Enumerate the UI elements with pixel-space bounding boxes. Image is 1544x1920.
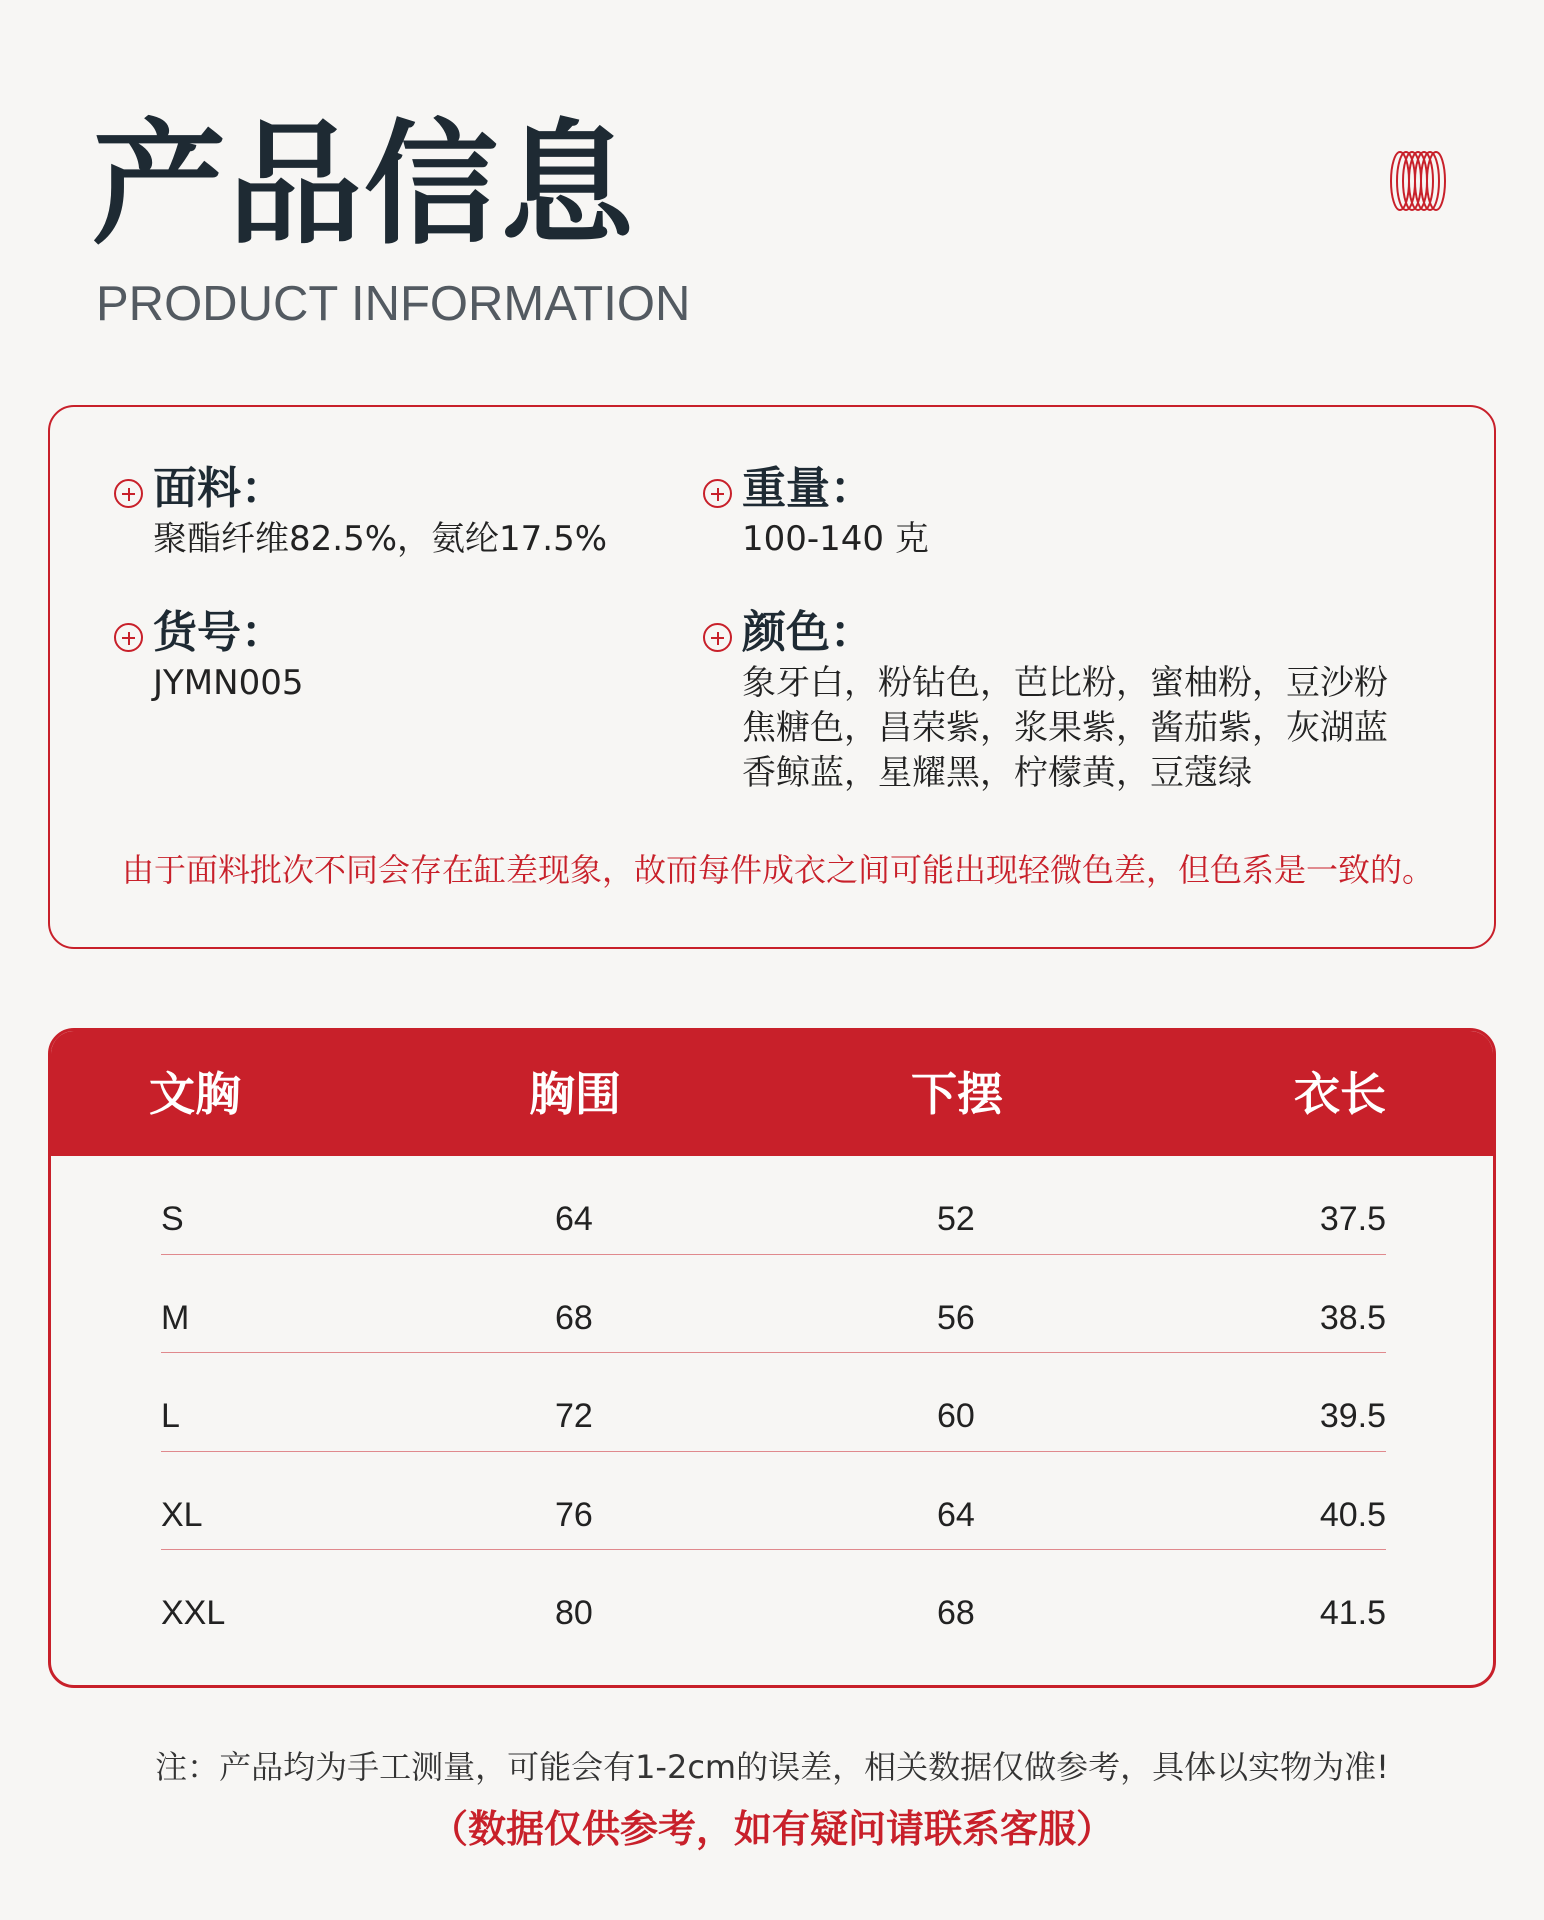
- size-table-header: [51, 1031, 1493, 1156]
- cell-chest: 76: [555, 1495, 593, 1534]
- color-difference-notice: 由于面料批次不同会存在缸差现象，故而每件成衣之间可能出现轻微色差，但色系是一致的。: [122, 851, 1435, 889]
- color-line: 香鲸蓝，星耀黑，柠檬黄，豆蔻绿: [742, 753, 1252, 794]
- table-row: [161, 1156, 1386, 1255]
- cell-hem: 52: [937, 1200, 975, 1238]
- plus-circle-icon: [114, 479, 143, 508]
- table-row: [161, 1255, 1386, 1354]
- table-row: [161, 1452, 1386, 1551]
- reference-notice: （数据仅供参考，如有疑问请联系客服）: [429, 1807, 1114, 1851]
- page-subtitle: PRODUCT INFORMATION: [96, 277, 691, 331]
- plus-circle-icon: [703, 479, 732, 508]
- cell-chest: 80: [555, 1594, 593, 1632]
- weight-field: [703, 465, 929, 562]
- material-value: 聚酯纤维82.5%，氨纶17.5%: [153, 519, 608, 560]
- cell-hem: 56: [937, 1298, 975, 1337]
- color-list: [742, 661, 1388, 796]
- cell-length: 40.5: [1319, 1495, 1386, 1534]
- header-length: 衣长: [1294, 1067, 1386, 1121]
- color-line: 焦糖色，昌荣紫，浆果紫，酱茄紫，灰湖蓝: [742, 708, 1388, 749]
- cell-hem: 64: [937, 1495, 975, 1534]
- sku-value: JYMN005: [153, 663, 304, 704]
- table-row: [161, 1550, 1386, 1649]
- header-chest: 胸围: [529, 1067, 621, 1121]
- weight-label: 重量：: [742, 463, 874, 514]
- header-hem: 下摆: [911, 1067, 1003, 1121]
- material-label: 面料：: [153, 463, 285, 514]
- cell-length: 38.5: [1319, 1298, 1386, 1337]
- cell-size: XXL: [161, 1594, 226, 1632]
- plus-circle-icon: [703, 623, 732, 652]
- product-info-panel: [48, 405, 1496, 949]
- size-table-body: [161, 1156, 1386, 1649]
- size-table: [48, 1028, 1496, 1688]
- cell-size: L: [161, 1397, 180, 1435]
- cell-chest: 72: [555, 1397, 593, 1435]
- measurement-note: 注：产品均为手工测量，可能会有1-2cm的误差，相关数据仅做参考，具体以实物为准!: [155, 1748, 1389, 1786]
- table-row: [161, 1353, 1386, 1452]
- weight-value: 100-140 克: [742, 519, 929, 560]
- cell-length: 39.5: [1319, 1397, 1386, 1435]
- material-field: [114, 465, 607, 562]
- header-size: 文胸: [149, 1067, 241, 1121]
- cell-chest: 64: [555, 1200, 593, 1238]
- cell-size: XL: [161, 1495, 203, 1534]
- cell-size: M: [161, 1298, 190, 1337]
- color-line: 象牙白，粉钻色，芭比粉，蜜柚粉，豆沙粉: [742, 663, 1388, 704]
- cell-size: S: [161, 1200, 184, 1238]
- cell-hem: 68: [937, 1594, 975, 1632]
- spring-coil-icon: [1388, 150, 1448, 212]
- cell-length: 41.5: [1319, 1594, 1386, 1632]
- plus-circle-icon: [114, 623, 143, 652]
- sku-field: [114, 609, 303, 706]
- cell-chest: 68: [555, 1298, 593, 1337]
- color-label: 颜色：: [742, 607, 874, 658]
- color-field: [703, 609, 1388, 796]
- page-title: 产品信息: [92, 107, 637, 263]
- cell-length: 37.5: [1319, 1200, 1386, 1238]
- sku-label: 货号：: [153, 607, 285, 658]
- cell-hem: 60: [937, 1397, 975, 1435]
